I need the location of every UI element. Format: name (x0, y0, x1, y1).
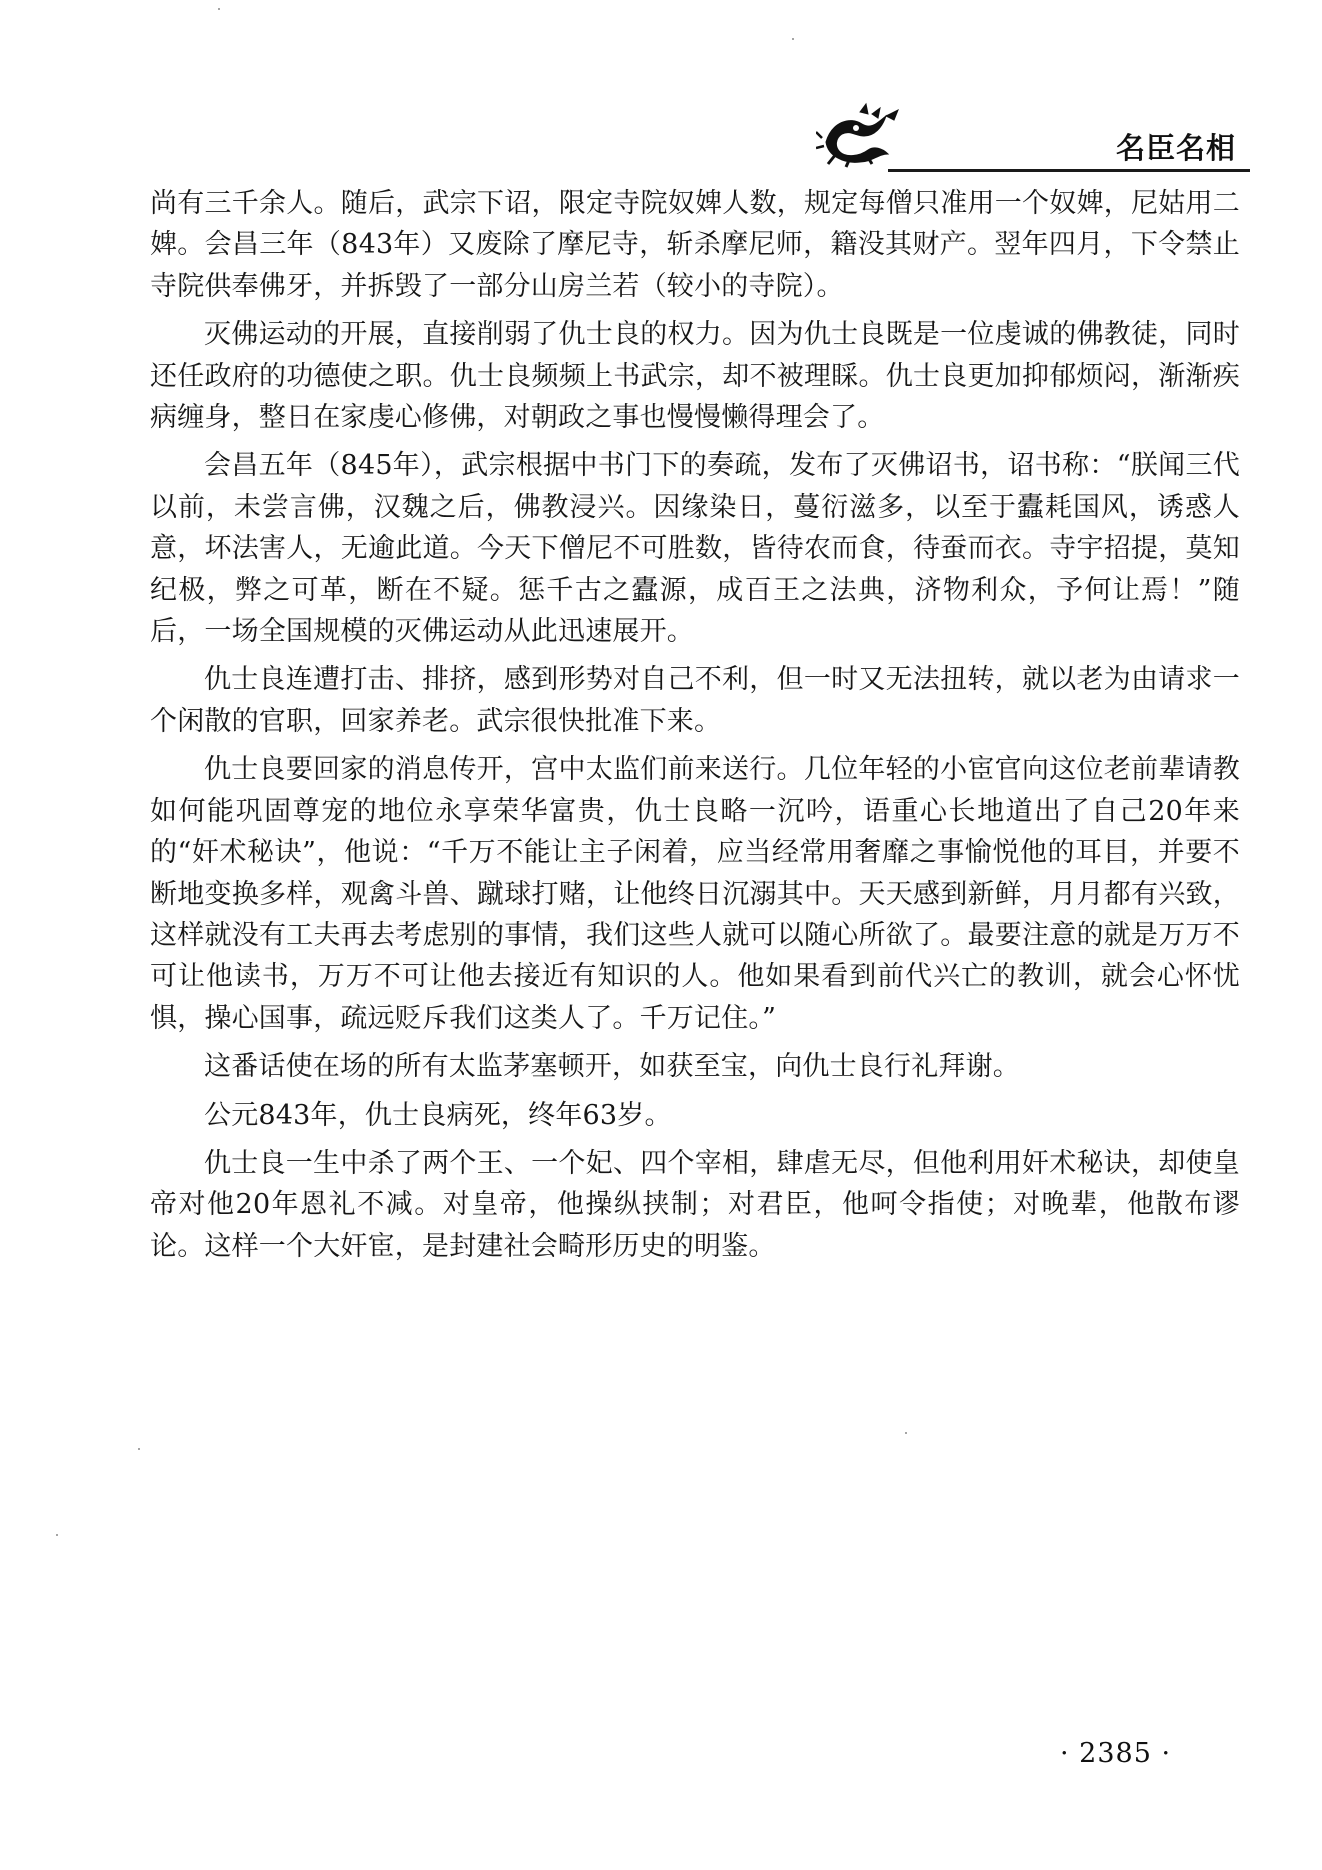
dragon-icon (816, 102, 904, 168)
section-title: 名臣名相 (1115, 131, 1236, 165)
paragraph-5: 仇士良要回家的消息传开，宫中太监们前来送行。几位年轻的小宦官向这位老前辈请教如何能巩固尊宠的地位永享荣华富贵，仇士良略一沉吟，语重心长地道出了自己20年来的“奸术秘诀”，他说：“千万不能让主子闲着，应当经常用奢靡之事愉悦他的耳目，并要不断地变换多样，观禽斗兽、蹴球打赌，让他终日沉溺其中。天天感到新鲜，月月都有兴致，这样就没有工夫再去考虑别的事情，我们这些人就可以随心所欲了。最要注意的就是万万不可让他读书，万万不可让他去接近有知识的人。他如果看到前代兴亡的教训，就会心怀忧惧，操心国事，疏远贬斥我们这类人了。千万记住。” (150, 754, 1240, 1034)
article-body (150, 183, 1240, 1274)
paragraph-1: 尚有三千余人。随后，武宗下诏，限定寺院奴婢人数，规定每僧只准用一个奴婢，尼姑用二婢。会昌三年（843年）又废除了摩尼寺，斩杀摩尼师，籍没其财产。翌年四月，下令禁止寺院供奉佛牙，并拆毁了一部分山房兰若（较小的寺院）。 (150, 188, 1240, 302)
header-rule (888, 169, 1250, 172)
paragraph-3: 会昌五年（845年），武宗根据中书门下的奏疏，发布了灭佛诏书，诏书称：“朕闻三代以前，未尝言佛，汉魏之后，佛教浸兴。因缘染日，蔓衍滋多，以至于蠹耗国风，诱惑人意，坏法害人，无逾此道。今天下僧尼不可胜数，皆待农而食，待蚕而衣。寺宇招提，莫知纪极，弊之可革，断在不疑。惩千古之蠹源，成百王之法典，济物利众，予何让焉！”随后，一场全国规模的灭佛运动从此迅速展开。 (150, 450, 1240, 648)
paragraph-4: 仇士良连遭打击、排挤，感到形势对自己不利，但一时又无法扭转，就以老为由请求一个闲散的官职，回家养老。武宗很快批准下来。 (150, 664, 1240, 737)
scan-speck (218, 8, 220, 10)
scan-speck (138, 1448, 140, 1450)
paragraph-8: 仇士良一生中杀了两个王、一个妃、四个宰相，肆虐无尽，但他利用奸术秘诀，却使皇帝对他20年恩礼不减。对皇帝，他操纵挟制；对君臣，他呵令指使；对晚辈，他散布谬论。这样一个大奸宦，是封建社会畸形历史的明鉴。 (150, 1147, 1240, 1262)
scan-speck (56, 1534, 58, 1536)
paragraph-7: 公元843年，仇士良病死，终年63岁。 (204, 1099, 672, 1131)
page-number: · 2385 · (1060, 1738, 1172, 1769)
page-header (816, 96, 1236, 176)
paragraph-2: 灭佛运动的开展，直接削弱了仇士良的权力。因为仇士良既是一位虔诚的佛教徒，同时还任政府的功德使之职。仇士良频频上书武宗，却不被理睬。仇士良更加抑郁烦闷，渐渐疾病缠身，整日在家虔心修佛，对朝政之事也慢慢懒得理会了。 (150, 319, 1240, 434)
scan-speck (792, 38, 794, 40)
scan-speck (905, 1432, 907, 1434)
paragraph-6: 这番话使在场的所有太监茅塞顿开，如获至宝，向仇士良行礼拜谢。 (204, 1051, 1020, 1083)
